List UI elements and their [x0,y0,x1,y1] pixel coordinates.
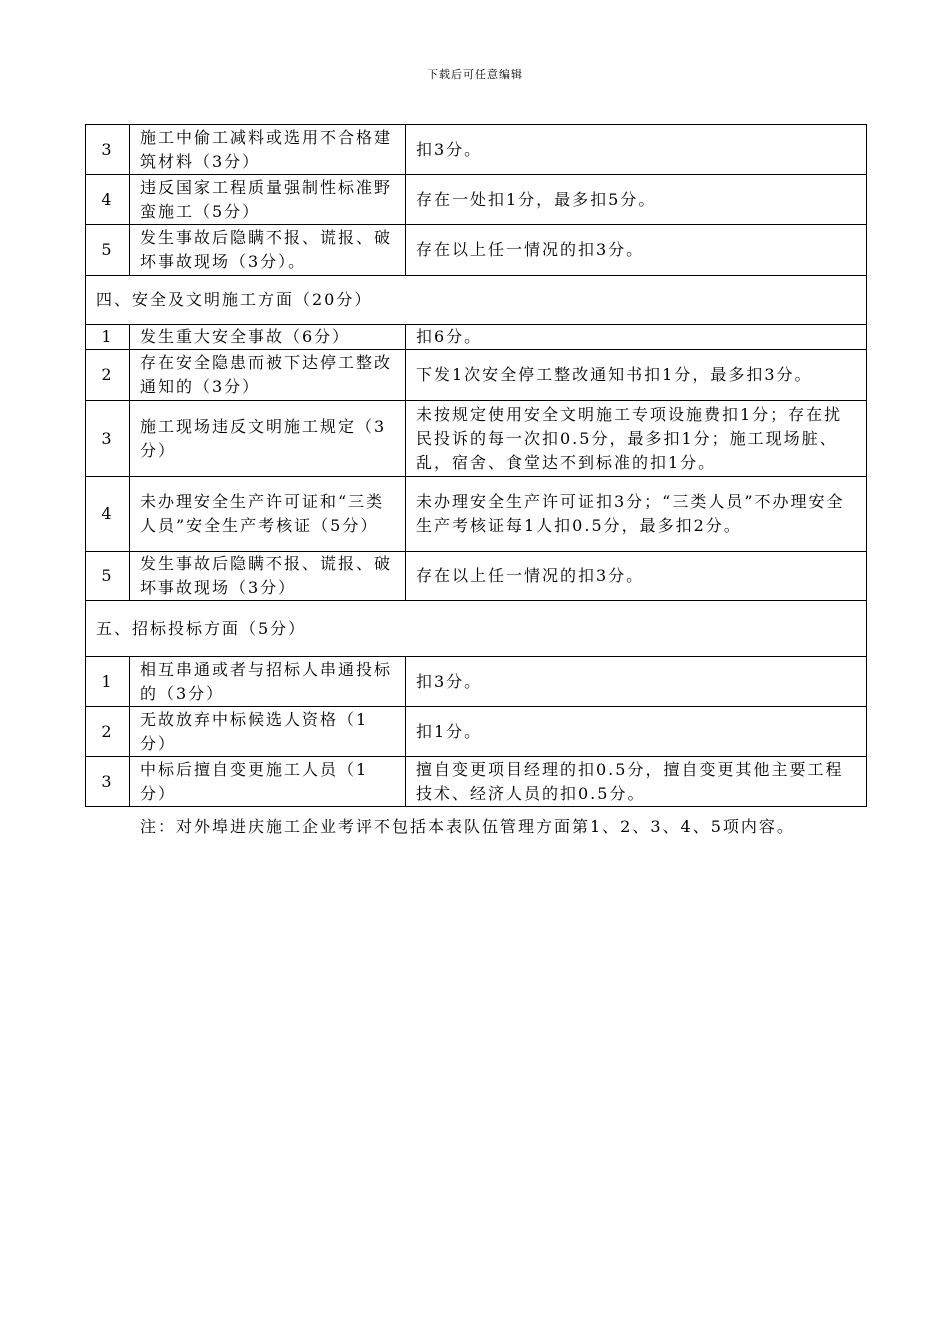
row-number: 3 [86,125,130,175]
row-number: 3 [86,401,130,477]
table-row [86,552,867,601]
rule-text: 未按规定使用安全文明施工专项设施费扣1分；存在扰民投诉的每一次扣0.5分，最多扣1分；施工现场脏、乱，宿舍、食堂达不到标准的扣1分。 [406,401,867,477]
table-row [86,757,867,807]
item-text: 违反国家工程质量强制性标准野蛮施工（5分） [130,175,406,225]
table-row [86,175,867,225]
rule-text: 下发1次安全停工整改通知书扣1分，最多扣3分。 [406,350,867,401]
rule-text: 存在以上任一情况的扣3分。 [406,225,867,276]
row-number: 1 [86,657,130,707]
table-footnote: 注：对外埠进庆施工企业考评不包括本表队伍管理方面第1、2、3、4、5项内容。 [140,817,795,836]
row-number: 2 [86,707,130,757]
table-row [86,401,867,477]
item-text: 施工现场违反文明施工规定（3分） [130,401,406,477]
table-row [86,707,867,757]
rule-text: 擅自变更项目经理的扣0.5分，擅自变更其他主要工程技术、经济人员的扣0.5分。 [406,757,867,807]
table-row [86,125,867,175]
table-row [86,225,867,276]
item-text: 发生重大安全事故（6分） [130,325,406,350]
scoring-table [85,124,867,807]
table-row [86,350,867,401]
rule-text: 扣1分。 [406,707,867,757]
rule-text: 存在一处扣1分，最多扣5分。 [406,175,867,225]
row-number: 4 [86,175,130,225]
table-row [86,657,867,707]
rule-text: 存在以上任一情况的扣3分。 [406,552,867,601]
page-header-note: 下载后可任意编辑 [427,68,523,81]
row-number: 3 [86,757,130,807]
item-text: 施工中偷工减料或选用不合格建筑材料（3分） [130,125,406,175]
item-text: 中标后擅自变更施工人员（1分） [130,757,406,807]
table-row [86,477,867,552]
section-heading: 四、安全及文明施工方面（20分） [86,276,867,325]
rule-text: 扣3分。 [406,657,867,707]
item-text: 发生事故后隐瞒不报、谎报、破坏事故现场（3分） [130,552,406,601]
item-text: 存在安全隐患而被下达停工整改通知的（3分） [130,350,406,401]
section-row [86,276,867,325]
row-number: 5 [86,552,130,601]
table-row [86,325,867,350]
rule-text: 扣6分。 [406,325,867,350]
row-number: 5 [86,225,130,276]
item-text: 未办理安全生产许可证和“三类人员”安全生产考核证（5分） [130,477,406,552]
rule-text: 扣3分。 [406,125,867,175]
item-text: 相互串通或者与招标人串通投标的（3分） [130,657,406,707]
item-text: 无故放弃中标候选人资格（1分） [130,707,406,757]
rule-text: 未办理安全生产许可证扣3分；“三类人员”不办理安全生产考核证每1人扣0.5分，最多扣2分。 [406,477,867,552]
item-text: 发生事故后隐瞒不报、谎报、破坏事故现场（3分）。 [130,225,406,276]
row-number: 2 [86,350,130,401]
row-number: 1 [86,325,130,350]
section-row [86,601,867,657]
row-number: 4 [86,477,130,552]
section-heading: 五、招标投标方面（5分） [86,601,867,657]
